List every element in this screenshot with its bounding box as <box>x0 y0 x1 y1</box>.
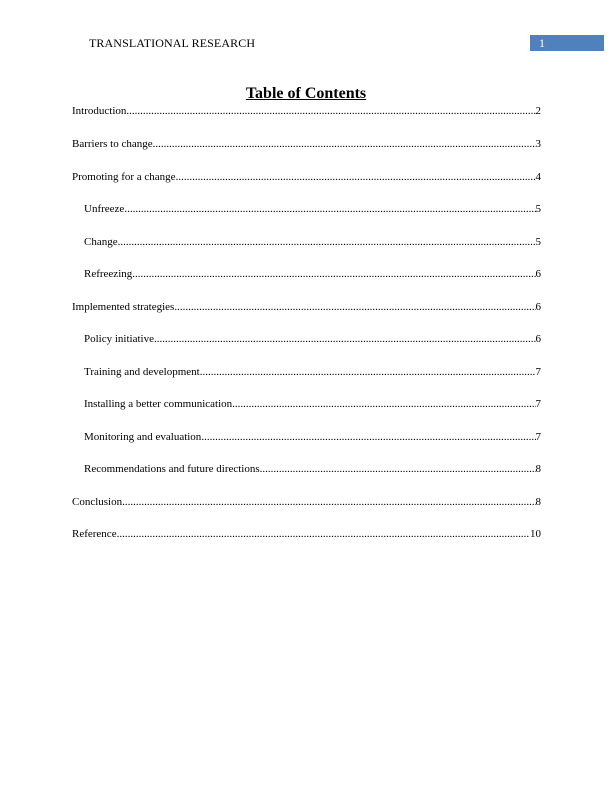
toc-entry-page: 2 <box>535 105 541 117</box>
toc-leader <box>132 268 535 281</box>
toc-entry-page: 6 <box>535 333 541 345</box>
toc-entry-monitoring-and-evaluation[interactable] <box>84 431 541 444</box>
toc-leader <box>200 366 536 379</box>
toc-leader <box>232 398 535 411</box>
page-number-box: 1 <box>530 35 604 51</box>
toc-entry-introduction[interactable] <box>72 105 541 118</box>
toc-entry-conclusion[interactable] <box>72 496 541 509</box>
toc-entry-installing-a-better-communication[interactable] <box>84 398 541 411</box>
toc-entry-label: Unfreeze <box>84 203 125 215</box>
toc-entry-label: Conclusion <box>72 496 123 508</box>
toc-entry-page: 8 <box>535 463 541 475</box>
toc-leader <box>126 105 535 118</box>
toc-entry-training-and-development[interactable] <box>84 366 541 379</box>
toc-entry-page: 7 <box>535 366 541 378</box>
toc-entry-page: 5 <box>535 203 541 215</box>
toc-leader <box>260 463 536 476</box>
toc-entry-label: Recommendations and future directions <box>84 463 260 475</box>
toc-entry-policy-initiative[interactable] <box>84 333 541 346</box>
toc-entry-label: Introduction <box>72 105 127 117</box>
toc-entry-page: 6 <box>535 301 541 313</box>
toc-leader <box>153 138 536 151</box>
toc-leader <box>174 301 535 314</box>
toc-entry-label: Installing a better communication <box>84 398 233 410</box>
toc-entry-page: 10 <box>530 528 541 540</box>
toc-entry-label: Implemented strategies <box>72 301 175 313</box>
toc-entry-promoting-for-a-change[interactable] <box>72 171 541 184</box>
toc-entry-unfreeze[interactable] <box>84 203 541 216</box>
toc-entry-page: 3 <box>535 138 541 150</box>
running-head: TRANSLATIONAL RESEARCH <box>89 36 256 50</box>
toc-entry-label: Change <box>84 236 118 248</box>
toc-entry-label: Monitoring and evaluation <box>84 431 202 443</box>
toc-entry-page: 4 <box>535 171 541 183</box>
toc-leader <box>124 203 535 216</box>
toc-leader <box>122 496 535 509</box>
toc-entry-page: 7 <box>535 398 541 410</box>
toc-entry-reference[interactable] <box>72 528 541 541</box>
toc-entry-barriers-to-change[interactable] <box>72 138 541 151</box>
toc-entry-label: Training and development <box>84 366 200 378</box>
toc-leader <box>201 431 535 444</box>
toc-entry-page: 6 <box>535 268 541 280</box>
toc-title: Table of Contents <box>245 85 367 102</box>
toc-entry-label: Barriers to change <box>72 138 153 150</box>
toc-entry-implemented-strategies[interactable] <box>72 301 541 314</box>
toc-leader <box>118 236 536 249</box>
toc-entry-label: Reference <box>72 528 117 540</box>
toc-leader <box>154 333 536 346</box>
toc-entry-label: Refreezing <box>84 268 133 280</box>
toc-entry-page: 5 <box>535 236 541 248</box>
toc-entry-page: 8 <box>535 496 541 508</box>
toc-entry-refreezing[interactable] <box>84 268 541 281</box>
toc-entry-page: 7 <box>535 431 541 443</box>
toc-entry-label: Policy initiative <box>84 333 154 345</box>
toc-entry-change[interactable] <box>84 236 541 249</box>
toc-entry-label: Promoting for a change <box>72 171 176 183</box>
toc-entry-recommendations-and-future-directions[interactable] <box>84 463 541 476</box>
toc-leader <box>176 171 536 184</box>
toc-leader <box>117 528 530 541</box>
